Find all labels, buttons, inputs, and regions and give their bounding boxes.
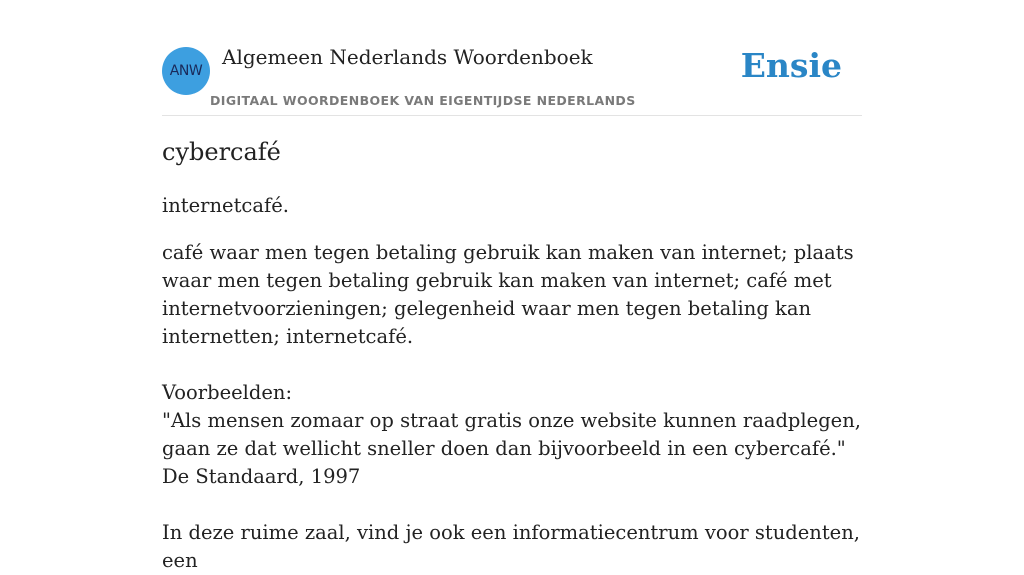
example-source: De Standaard, 1997	[162, 465, 361, 488]
example-quote: "Als mensen zomaar op straat gratis onze website kunnen raadplegen, gaan ze dat wellicht sneller doen dan bijvoorbeeld in een cybercafé."	[162, 409, 861, 460]
site-subtitle: DIGITAAL WOORDENBOEK VAN EIGENTIJDSE NEDERLANDS	[210, 93, 636, 108]
short-definition: internetcafé.	[162, 194, 289, 217]
entry-headword: cybercafé	[162, 138, 281, 166]
long-definition: café waar men tegen betaling gebruik kan maken van internet; plaats waar men tegen betaling gebruik kan maken van internet; café met internetvoorzieningen; gelegenheid waar men tegen betaling kan internetten; internetcafé.	[162, 241, 854, 348]
spacer	[162, 351, 862, 379]
spacer	[162, 491, 862, 519]
entry-content	[162, 192, 862, 575]
example-quote: In deze ruime zaal, vind je ook een informatiecentrum voor studenten, een	[162, 521, 860, 572]
site-header	[162, 0, 862, 116]
page	[162, 0, 862, 572]
anw-logo[interactable]: ANW	[162, 47, 210, 95]
examples-label: Voorbeelden:	[162, 381, 293, 404]
site-title[interactable]: Algemeen Nederlands Woordenboek	[222, 45, 593, 69]
ensie-brand-logo[interactable]: Ensie	[740, 46, 842, 85]
